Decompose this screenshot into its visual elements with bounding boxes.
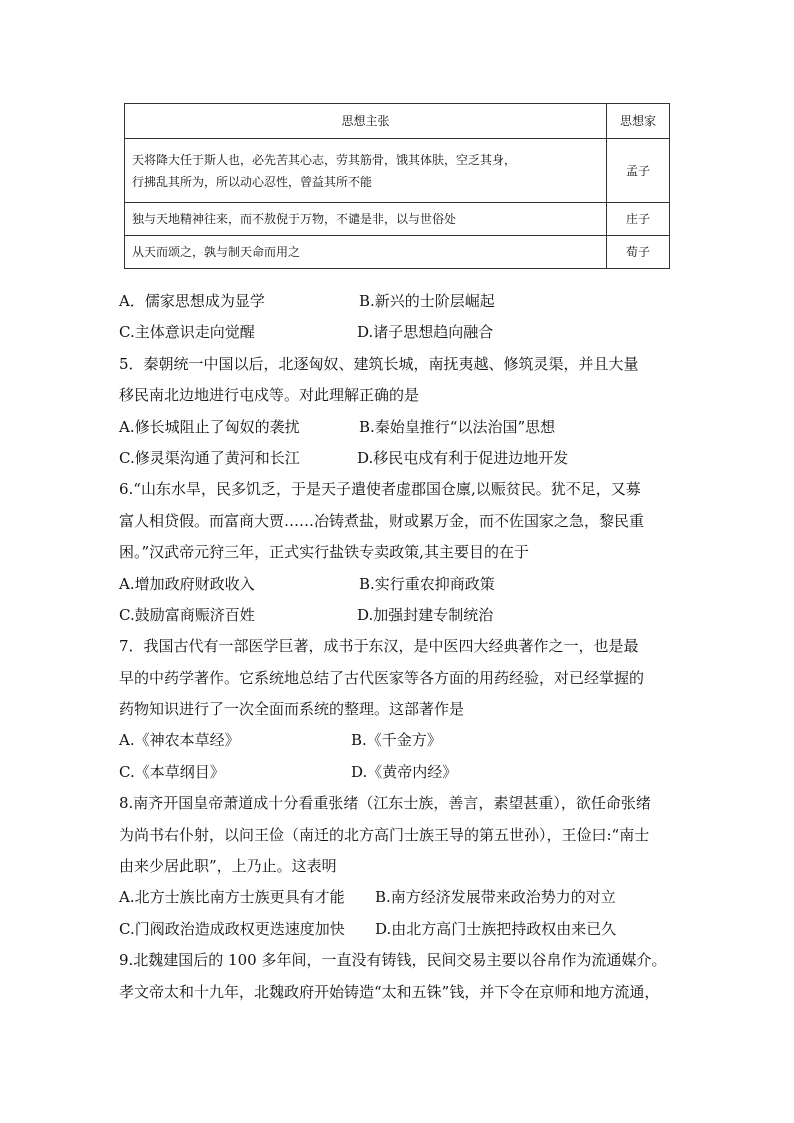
q8-option-a[interactable]: A.北方士族比南方士族更具有才能 [119, 888, 345, 907]
q4-options-row-1 [119, 286, 679, 317]
table-header-row [125, 104, 670, 139]
q6-options-row-2 [119, 600, 679, 631]
q8-option-b[interactable]: B.南方经济发展带来政治势力的对立 [375, 888, 616, 907]
q8-stem-line: 为尚书右仆射，以问王俭（南迁的北方高门士族王导的第五世孙），王俭曰:“南士 [119, 825, 650, 844]
q9-stem-line: 孝文帝太和十九年，北魏政府开始铸造“太和五铢”钱，并下令在京师和地方流通， [119, 982, 660, 1001]
q7-stem-line: 7．我国古代有一部医学巨著，成书于东汉，是中医四大经典著作之一，也是最 [119, 637, 639, 656]
header-thinker: 思想家 [607, 104, 670, 139]
q5-option-a[interactable]: A.修长城阻止了匈奴的袭扰 [119, 417, 300, 436]
q6-option-d[interactable]: D.加强封建专制统治 [357, 605, 494, 624]
table-row [125, 236, 670, 269]
claim-cell: 独与天地精神往来，而不敖倪于万物，不谴是非，以与世俗处 [125, 203, 607, 236]
q6-option-c[interactable]: C.鼓励富商赈济百姓 [119, 605, 255, 624]
table-row [125, 139, 670, 203]
claim-line: 天将降大任于斯人也，必先苦其心志，劳其筋骨，饿其体肤，空乏其身， [132, 152, 517, 167]
q7-options-row-2 [119, 757, 679, 788]
header-claim: 思想主张 [125, 104, 607, 139]
q4-option-d[interactable]: D.诸子思想趋向融合 [357, 323, 494, 342]
q8-stem-line: 8.南齐开国皇帝萧道成十分看重张绪（江东士族，善言，素望甚重），欲任命张绪 [119, 794, 651, 813]
q5-options-row-2 [119, 443, 679, 474]
q9-stem-line: 9.北魏建国后的 100 多年间，一直没有铸钱，民间交易主要以谷帛作为流通媒介。 [119, 951, 667, 970]
claim-line: 行拂乱其所为，所以动心忍性，曾益其所不能 [132, 174, 373, 189]
q6-stem-line: 困。”汉武帝元狩三年，正式实行盐铁专卖政策,其主要目的在于 [119, 543, 529, 562]
q7-stem-line: 药物知识进行了一次全面而系统的整理。这部著作是 [119, 700, 465, 719]
table-row [125, 203, 670, 236]
q6-options-row-1 [119, 569, 679, 600]
q4-option-c[interactable]: C.主体意识走向觉醒 [119, 323, 255, 342]
q6-stem-line: 6.“山东水旱，民多饥乏，于是天子遣使者虚郡国仓廪,以赈贫民。犹不足，又募 [119, 480, 641, 499]
q5-stem-line: 移民南北边地进行屯戍等。对此理解正确的是 [119, 386, 420, 405]
q8-options-row-1 [119, 882, 679, 913]
q7-option-c[interactable]: C.《本草纲目》 [119, 762, 225, 781]
claim-cell: 从天而颂之，孰与制天命而用之 [125, 236, 607, 269]
q8-options-row-2 [119, 914, 679, 945]
q4-option-b[interactable]: B.新兴的士阶层崛起 [359, 292, 495, 310]
q7-option-a[interactable]: A.《神农本草经》 [119, 731, 240, 750]
q5-option-c[interactable]: C.修灵渠沟通了黄河和长江 [119, 448, 300, 467]
q4-options-row-2 [119, 317, 679, 348]
q7-stem-line: 早的中药学著作。它系统地总结了古代医家等各方面的用药经验，对已经掌握的 [119, 668, 645, 687]
q5-option-d[interactable]: D.移民屯戍有利于促进边地开发 [357, 448, 569, 467]
thinker-cell: 庄子 [607, 203, 670, 236]
q6-stem-line: 富人相贷假。而富商大贾……冶铸煮盐，财或累万金，而不佐国家之急，黎民重 [119, 511, 645, 530]
q4-option-a[interactable]: A．儒家思想成为显学 [119, 292, 265, 310]
q5-stem-line: 5．秦朝统一中国以后，北逐匈奴、建筑长城，南抚夷越、修筑灵渠，并且大量 [119, 354, 639, 373]
thought-thinker-table [124, 103, 670, 269]
q5-options-row-1 [119, 412, 679, 443]
q5-option-b[interactable]: B.秦始皇推行“以法治国”思想 [359, 417, 556, 436]
q6-option-a[interactable]: A.增加政府财政收入 [119, 574, 255, 593]
claim-cell [125, 139, 607, 203]
thinker-cell: 孟子 [607, 139, 670, 203]
q7-options-row-1 [119, 725, 679, 756]
q7-option-b[interactable]: B.《千金方》 [351, 731, 442, 750]
q7-option-d[interactable]: D.《黄帝内经》 [351, 762, 458, 781]
q8-stem-line: 由来少居此职”，上乃止。这表明 [119, 857, 337, 876]
q8-option-c[interactable]: C.门阀政治造成政权更迭速度加快 [119, 919, 345, 938]
q6-option-b[interactable]: B.实行重农抑商政策 [359, 574, 495, 593]
q8-option-d[interactable]: D.由北方高门士族把持政权由来已久 [375, 919, 617, 938]
question-body [119, 286, 679, 1008]
thinker-cell: 荀子 [607, 236, 670, 269]
